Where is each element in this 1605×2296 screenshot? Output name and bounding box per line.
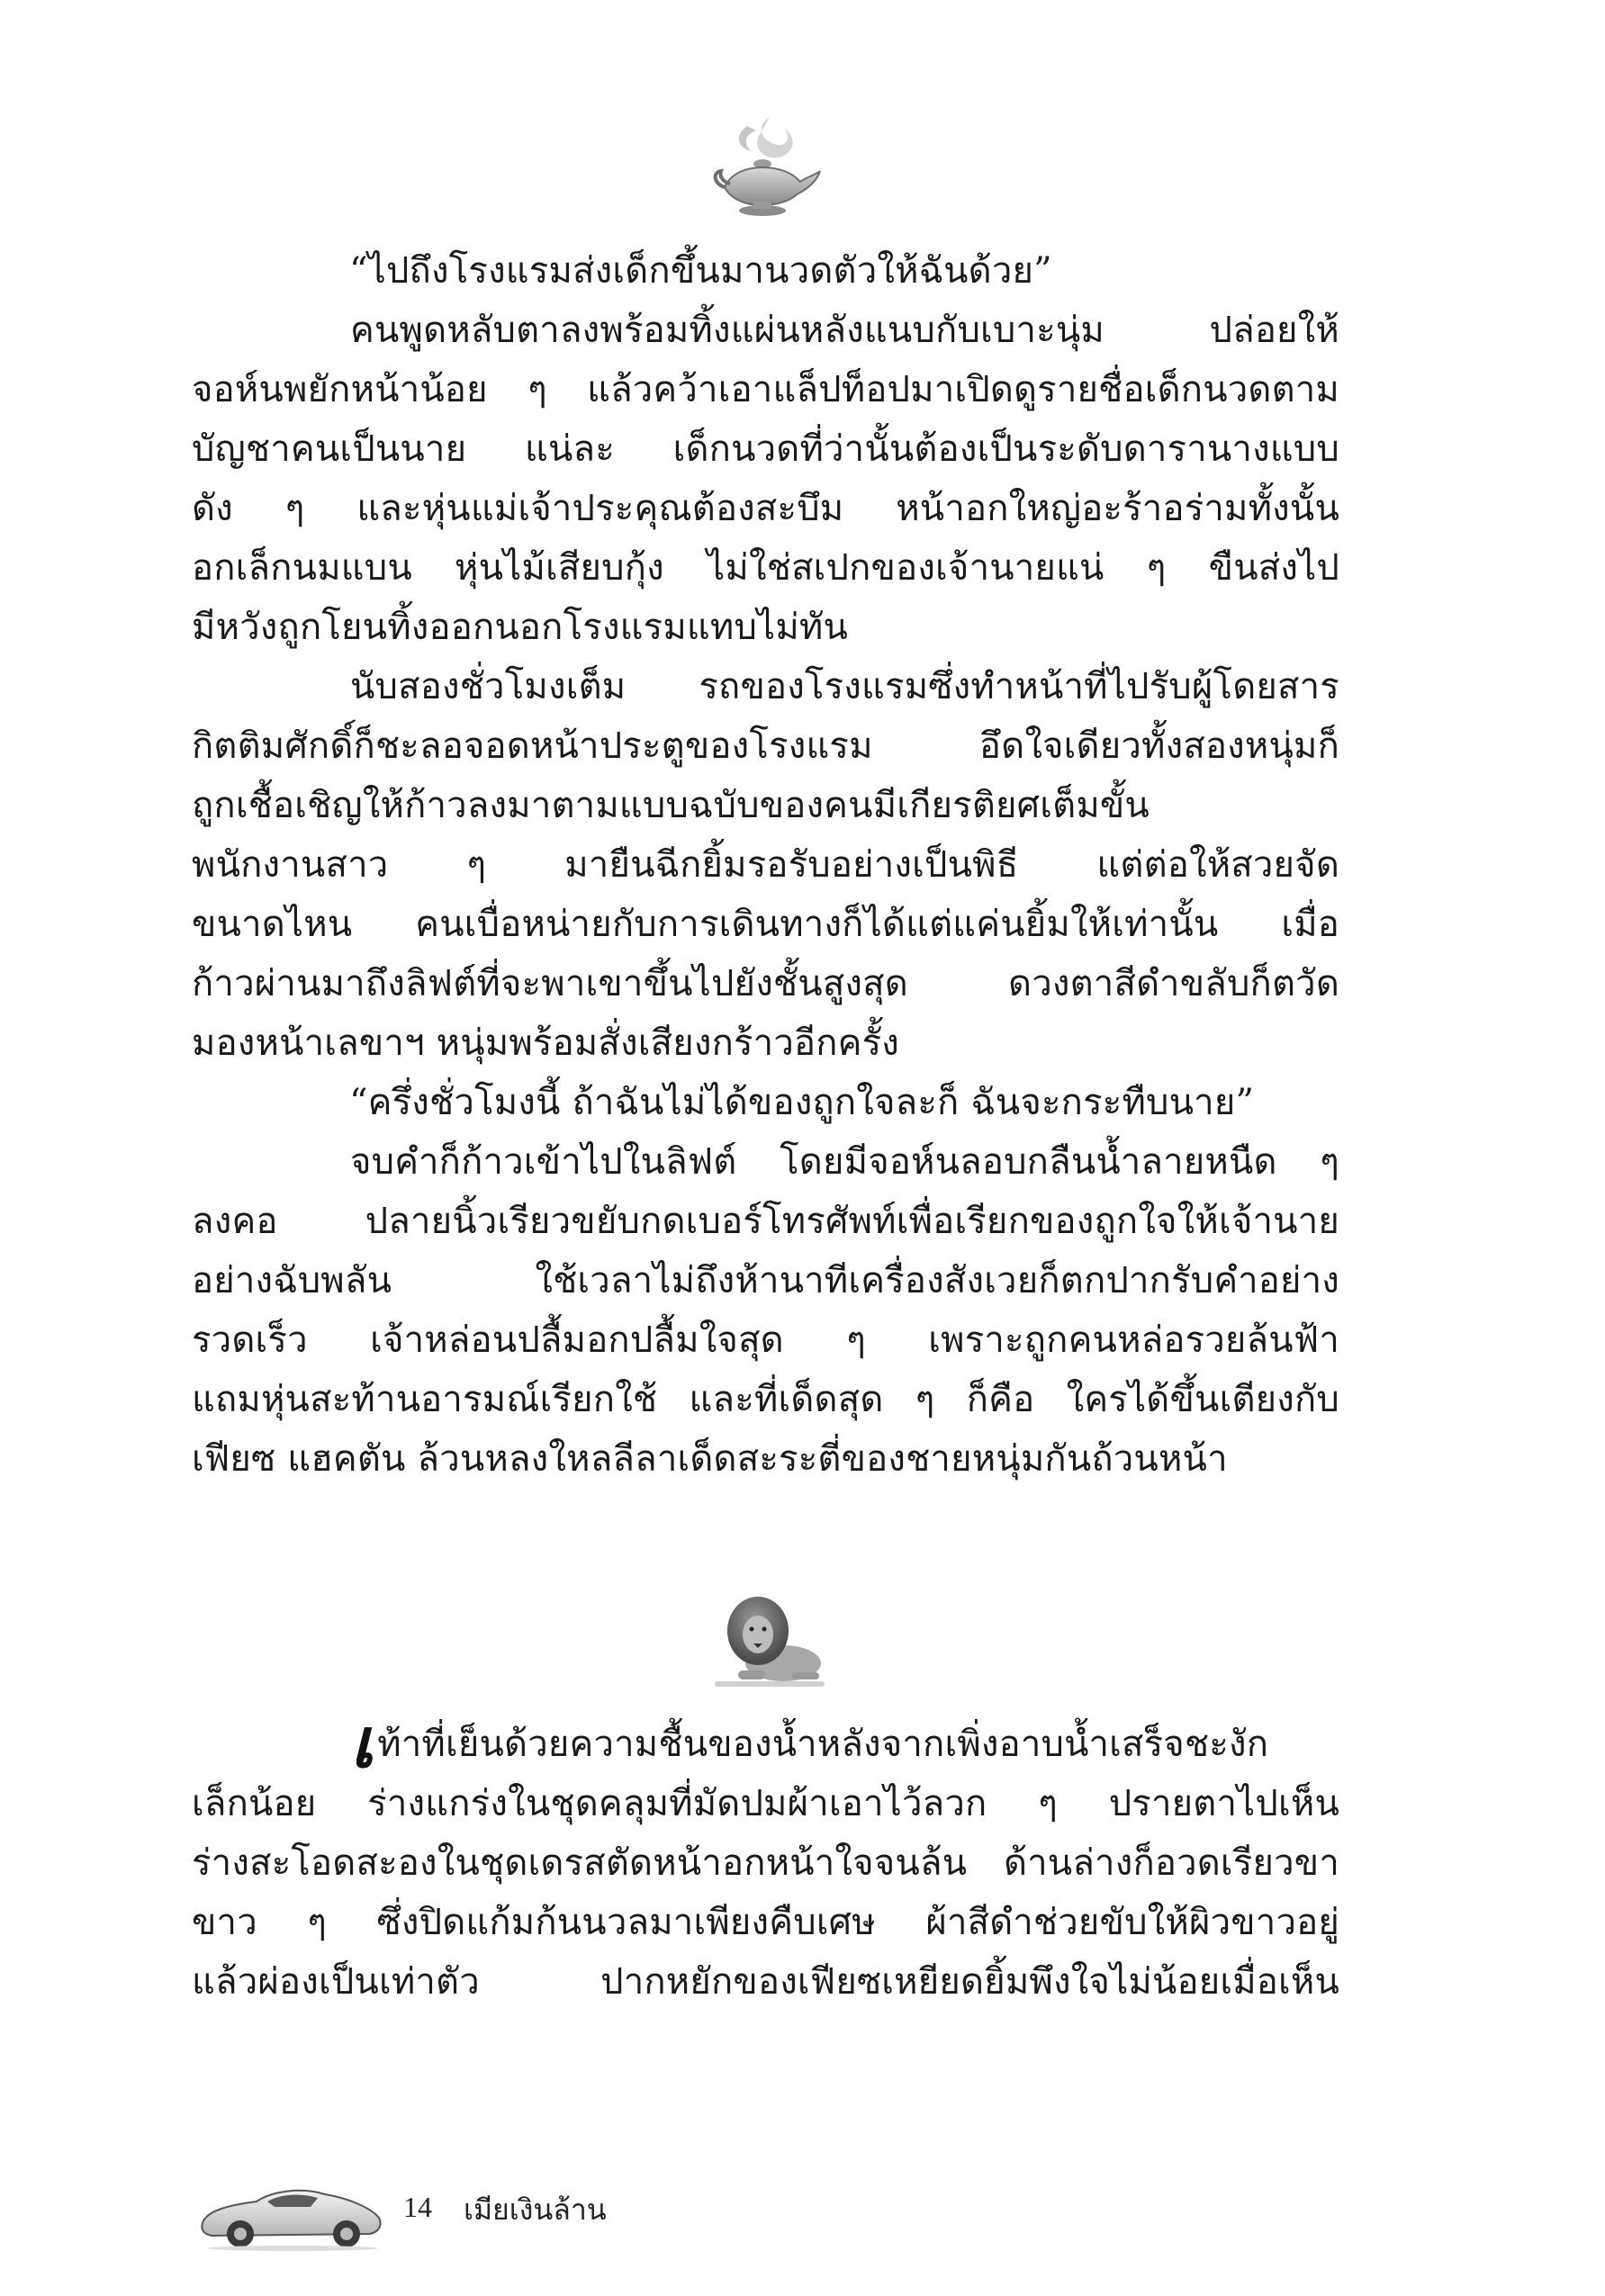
dialogue-line: “ครึ่งชั่วโมงนี้ ถ้าฉันไม่ได้ของถูกใจละก็ ฉันจะกระทืบนาย” xyxy=(349,1082,1255,1123)
paragraph-line: เฟียซ แฮคตัน ล้วนหลงใหลลีลาเด็ดสะระตี่ของชายหนุ่มกันถ้วนหน้า xyxy=(192,1438,1228,1480)
paragraph-line: เล็กน้อย ร่างแกร่งในชุดคลุมที่มัดปมผ้าเอาไว้ลวก ๆ ปรายตาไปเห็น xyxy=(192,1783,1339,1824)
paragraph-line: จอห์นพยักหน้าน้อย ๆ แล้วคว้าเอาแล็ปท็อปมาเปิดดูรายชื่อเด็กนวดตาม xyxy=(192,369,1339,410)
paragraph-line: ก้าวผ่านมาถึงลิฟต์ที่จะพาเขาขึ้นไปยังชั้นสูงสุด ดวงตาสีดำขลับก็ตวัด xyxy=(192,963,1339,1004)
paragraph-line: แล้วผ่องเป็นเท่าตัว ปากหยักของเฟียซเหยียดยิ้มพึงใจไม่น้อยเมื่อเห็น xyxy=(192,1961,1339,2003)
drop-cap: เ xyxy=(350,1703,374,1783)
lion-icon xyxy=(711,1593,828,1692)
paragraph-line: พนักงานสาว ๆ มายืนฉีกยิ้มรอรับอย่างเป็นพิธี แต่ต่อให้สวยจัด xyxy=(192,844,1339,886)
book-title: เมียเงินล้าน xyxy=(464,2192,607,2227)
paragraph-line: มีหวังถูกโยนทิ้งออกนอกโรงแรมแทบไม่ทัน xyxy=(192,607,849,648)
paragraph-line: ร่างสะโอดสะองในชุดเดรสตัดหน้าอกหน้าใจจนล้น ด้านล่างก็อวดเรียวขา xyxy=(192,1842,1339,1884)
paragraph-line: อย่างฉับพลัน ใช้เวลาไม่ถึงห้านาทีเครื่องสังเวยก็ตกปากรับคำอย่าง xyxy=(192,1260,1339,1301)
paragraph-line: ถูกเชื้อเชิญให้ก้าวลงมาตามแบบฉบับของคนมีเกียรติยศเต็มขั้น xyxy=(192,785,1150,826)
page-number: 14 xyxy=(403,2191,432,2223)
paragraph-line: คนพูดหลับตาลงพร้อมทิ้งแผ่นหลังแนบกับเบาะนุ่ม ปล่อยให้ xyxy=(350,310,1339,351)
paragraph-line-dropcap xyxy=(192,1703,1339,1783)
paragraph-line: รวดเร็ว เจ้าหล่อนปลื้มอกปลื้มใจสุด ๆ เพราะถูกคนหล่อรวยล้นฟ้า xyxy=(192,1319,1339,1361)
page-footer xyxy=(194,2171,824,2252)
body-text-section-1 xyxy=(192,241,1339,1489)
magic-lamp-icon xyxy=(707,108,824,225)
paragraph-line: ลงคอ ปลายนิ้วเรียวขยับกดเบอร์โทรศัพท์เพื่อเรียกของถูกใจให้เจ้านาย xyxy=(192,1201,1339,1242)
dialogue-line: “ไปถึงโรงแรมส่งเด็กขึ้นมานวดตัวให้ฉันด้วย” xyxy=(349,250,1052,292)
paragraph-line: ขาว ๆ ซึ่งปิดแก้มก้นนวลมาเพียงคืบเศษ ผ้าสีดำช่วยขับให้ผิวขาวอยู่ xyxy=(192,1902,1339,1943)
paragraph-line: อกเล็กนมแบน หุ่นไม้เสียบกุ้ง ไม่ใช่สเปกของเจ้านายแน่ ๆ ขืนส่งไป xyxy=(192,547,1339,589)
paragraph-line: กิตติมศักดิ์ก็ชะลอจอดหน้าประตูของโรงแรม อึดใจเดียวทั้งสองหนุ่มก็ xyxy=(192,725,1339,767)
paragraph-line: จบคำก็ก้าวเข้าไปในลิฟต์ โดยมีจอห์นลอบกลืนน้ำลายหนืด ๆ xyxy=(350,1141,1339,1183)
paragraph-line-text: ท้าที่เย็นด้วยความชื้นของน้ำหลังจากเพิ่งอาบน้ำเสร็จชะงัก xyxy=(377,1724,1269,1765)
paragraph-line: นับสองชั่วโมงเต็ม รถของโรงแรมซึ่งทำหน้าที่ไปรับผู้โดยสาร xyxy=(350,666,1339,707)
paragraph-line: แถมหุ่นสะท้านอารมณ์เรียกใช้ และที่เด็ดสุด ๆ ก็คือ ใครได้ขึ้นเตียงกับ xyxy=(192,1379,1339,1420)
paragraph-line: บัญชาคนเป็นนาย แน่ละ เด็กนวดที่ว่านั้นต้องเป็นระดับดารานางแบบ xyxy=(192,428,1339,470)
paragraph-line: ขนาดไหน คนเบื่อหน่ายกับการเดินทางก็ได้แต่แค่นยิ้มให้เท่านั้น เมื่อ xyxy=(192,904,1339,945)
paragraph-line: มองหน้าเลขาฯ หนุ่มพร้อมสั่งเสียงกร้าวอีกครั้ง xyxy=(192,1022,900,1064)
paragraph-line: ดัง ๆ และหุ่นแม่เจ้าประคุณต้องสะบึม หน้าอกใหญ่อะร้าอร่ามทั้งนั้น xyxy=(192,488,1339,529)
car-icon xyxy=(194,2171,387,2252)
body-text-section-2 xyxy=(192,1703,1339,2012)
